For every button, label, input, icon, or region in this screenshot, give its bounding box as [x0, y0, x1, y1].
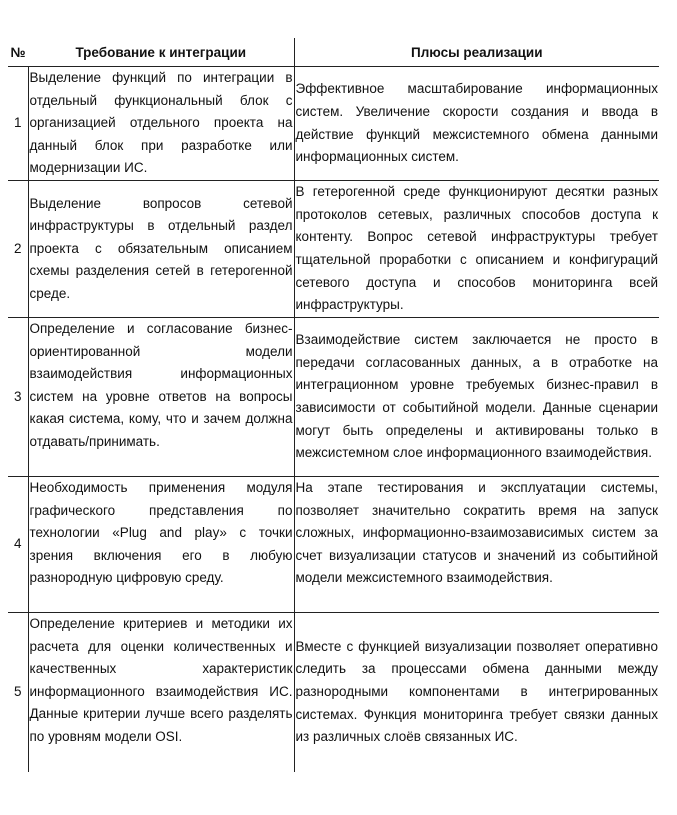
row-benefits: На этапе тестирования и эксплуатации системы, позволяет значительно сократить время на запуск сложных, информационно-взаимозависимых систем за счет визуализации статусов и значений из событийной модели межсистемного взаимодействия. — [295, 480, 658, 586]
row-benefits: В гетерогенной среде функционируют десятки разных протоколов сетевых, различных способов доступа к контенту. Вопрос сетевой инфраструктуры требует тщательной проработки с описанием и конфигураций сетевого доступа и способов мониторинга всей инфраструктуры. — [295, 184, 658, 313]
row-num: 5 — [13, 683, 22, 699]
row-num: 4 — [13, 536, 22, 552]
row-num: 1 — [13, 115, 22, 131]
row-requirement: Определение и согласование бизнес-ориентированной модели взаимодействия информационных систем на уровне ответов на вопросы какая система, кому, что и зачем должна отдавать/принимать. — [28, 318, 294, 477]
row-benefits: Эффективное масштабирование информационных систем. Увеличение скорости создания и ввода в действие функций межсистемного обмена данными информационных систем. — [295, 81, 658, 165]
header-num: № — [8, 38, 28, 67]
header-requirement: Требование к интеграции — [28, 38, 294, 67]
row-num: 3 — [13, 388, 22, 404]
row-requirement: Выделение вопросов сетевой инфраструктуры в отдельный раздел проекта с обязательным описанием схемы разделения сетей в гетерогенной среде. — [28, 181, 294, 318]
row-num: 2 — [13, 240, 22, 256]
table-row — [8, 477, 659, 613]
table-row — [8, 181, 659, 318]
table-header-row — [8, 38, 659, 67]
integration-requirements-table — [8, 38, 659, 772]
header-benefits: Плюсы реализации — [294, 38, 659, 67]
table-row — [8, 67, 659, 181]
row-requirement: Необходимость применения модуля графического представления по технологии «Plug and play» с точки зрения включения его в любую разнородную цифровую среду. — [28, 477, 294, 613]
row-benefits: Взаимодействие систем заключается не просто в передачи согласованных данных, а в отработке на интеграционном уровне требуемых бизнес-правил в зависимости от событийной модели. Данные сценарии могут быть определены и активированы только в межсистемном слое информационного взаимодействия. — [295, 332, 658, 461]
row-requirement: Определение критериев и методики их расчета для оценки количественных и качественных характеристик информационного взаимодействия ИС. Данные критерии лучше всего разделять по уровням модели OSI. — [28, 613, 294, 772]
table-row — [8, 613, 659, 772]
row-requirement: Выделение функций по интеграции в отдельный функциональный блок с организацией отдельного проекта на данный блок при разработке или модернизации ИС. — [28, 67, 294, 181]
row-benefits: Вместе с функцией визуализации позволяет оперативно следить за процессами обмена данными между разнородными компонентами в интегрированных системах. Функция мониторинга требует связки данных из различных слоёв связанных ИС. — [295, 638, 658, 745]
table-row — [8, 318, 659, 477]
